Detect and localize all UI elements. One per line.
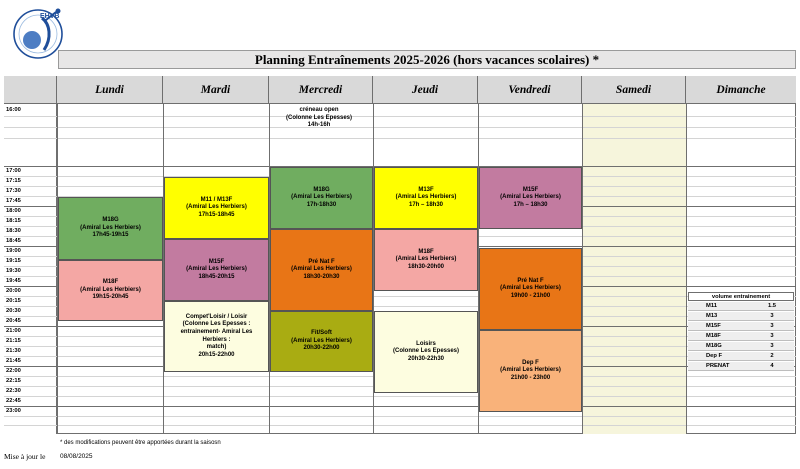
open-slot-title: créneau open — [299, 107, 339, 113]
day-header-dimanche: Dimanche — [686, 76, 796, 104]
row-line — [4, 127, 796, 128]
session-time: 18h45-20h15 — [198, 273, 235, 280]
session-team: Dep F — [522, 359, 539, 366]
session-team: M11 / M13F — [200, 196, 233, 203]
session-time: 17h-18h30 — [306, 201, 337, 208]
session-location: (Amiral Les Herbiers) — [291, 266, 352, 273]
session-team: M15F — [522, 186, 539, 193]
time-label: 20:45 — [6, 318, 21, 324]
open-slot-time: 14h-16h — [307, 122, 331, 128]
volume-row — [688, 332, 794, 341]
session-location: (Amiral Les Herbiers) — [80, 286, 141, 293]
volume-hours: 3 — [770, 343, 774, 349]
session-jeudi-loisirs[interactable] — [374, 311, 478, 393]
session-mardi-m11-m13f[interactable] — [164, 177, 269, 239]
session-team: Loisirs — [416, 340, 436, 347]
volume-team: M15F — [706, 323, 721, 329]
session-time: 17h15-18h45 — [198, 211, 235, 218]
time-label: 19:00 — [6, 248, 21, 254]
session-time: 20h30-22h30 — [407, 355, 445, 362]
session-mardi-m15f[interactable] — [164, 239, 269, 301]
footnote: * des modifications peuvent être apportées durant la saisosn — [60, 440, 221, 446]
open-slot-location: (Colonne Les Epesses) — [285, 114, 353, 121]
day-header-jeudi: Jeudi — [373, 76, 478, 104]
time-label: 18:15 — [6, 218, 21, 224]
session-team: Pré Nat F — [308, 258, 335, 265]
row-line — [4, 425, 796, 426]
volume-team: M18G — [706, 343, 722, 349]
time-label: 22:00 — [6, 368, 21, 374]
volume-hours: 3 — [770, 313, 774, 319]
time-label: 20:15 — [6, 298, 21, 304]
time-label: 22:45 — [6, 398, 21, 404]
session-location: (Amiral Les Herbiers) — [291, 337, 352, 344]
session-location: (Colonne Les Epesses : — [182, 321, 251, 328]
column-line — [686, 104, 687, 434]
time-label: 18:30 — [6, 228, 21, 234]
volume-hours: 2 — [770, 353, 774, 359]
session-location: (Amiral Les Herbiers) — [80, 224, 141, 231]
time-label: 22:30 — [6, 388, 21, 394]
time-label: 18:45 — [6, 238, 21, 244]
session-time: 21h00 - 23h00 — [510, 374, 551, 381]
volume-team: M13 — [706, 313, 718, 319]
volume-team: PRENAT — [706, 363, 730, 369]
time-label: 18:00 — [6, 208, 21, 214]
time-label: 21:45 — [6, 358, 21, 364]
session-location: (Amiral Les Herbiers) — [500, 285, 561, 292]
time-label: 21:15 — [6, 338, 21, 344]
session-location: (Amiral Les Herbiers) — [186, 266, 247, 273]
session-location: (Amiral Les Herbiers) — [500, 367, 561, 374]
time-label: 17:15 — [6, 178, 21, 184]
volume-team: Dep F — [706, 353, 723, 359]
volume-table-title: volume entrainement — [688, 292, 794, 301]
updated-label: Mise à jour le — [4, 452, 46, 461]
session-jeudi-m13f[interactable] — [374, 167, 478, 229]
time-label: 17:45 — [6, 198, 21, 204]
session-mercredi-fit-soft[interactable] — [270, 311, 373, 372]
volume-row — [688, 342, 794, 351]
time-label: 19:30 — [6, 268, 21, 274]
time-label: 23:00 — [6, 408, 21, 414]
session-location-detail: entrainement- Amiral Les Herbiers : — [180, 328, 253, 343]
volume-hours: 3 — [770, 323, 774, 329]
session-location-detail: match) — [206, 344, 227, 351]
open-slot — [274, 107, 364, 131]
session-vendredi-dep-f[interactable] — [479, 330, 582, 412]
volume-team: M11 — [706, 303, 717, 309]
row-line — [4, 416, 796, 417]
session-location: (Amiral Les Herbiers) — [291, 194, 352, 201]
volume-hours: 1.5 — [767, 303, 777, 309]
volume-row — [688, 362, 794, 371]
session-mardi-compet-loisir[interactable] — [164, 301, 269, 372]
session-location: (Amiral Les Herbiers) — [186, 204, 247, 211]
volume-row — [688, 302, 794, 311]
volume-row — [688, 312, 794, 321]
time-label: 19:15 — [6, 258, 21, 264]
session-location: (Amiral Les Herbiers) — [395, 194, 457, 201]
session-jeudi-m18f[interactable] — [374, 229, 478, 291]
row-line — [4, 396, 796, 397]
logo-text: EHVB — [40, 13, 60, 20]
volume-hours: 3 — [770, 333, 774, 339]
time-label: 20:30 — [6, 308, 21, 314]
session-vendredi-m15f[interactable] — [479, 167, 582, 229]
volume-hours: 4 — [770, 363, 774, 369]
time-label: 20:00 — [6, 288, 21, 294]
time-label: 17:30 — [6, 188, 21, 194]
session-team: M13F — [418, 186, 434, 193]
session-time: 17h – 18h30 — [408, 201, 444, 208]
column-line — [582, 104, 583, 434]
corner-cell — [4, 76, 57, 104]
session-time: 19h00 - 21h00 — [510, 292, 551, 299]
session-time: 17h – 18h30 — [513, 201, 548, 208]
day-header-mercredi: Mercredi — [269, 76, 373, 104]
session-vendredi-pre-nat-f[interactable] — [479, 248, 582, 330]
day-header-lundi: Lundi — [57, 76, 163, 104]
session-team: Pré Nat F — [517, 277, 544, 284]
time-label: 17:00 — [6, 168, 21, 174]
time-label: 21:30 — [6, 348, 21, 354]
session-location: (Colonne Les Epesses) — [392, 348, 460, 355]
session-team: Compet'Loisir / Loisir — [185, 313, 248, 320]
session-location: (Amiral Les Herbiers) — [500, 194, 561, 201]
session-lundi-m18g[interactable] — [58, 197, 163, 260]
time-label: 21:00 — [6, 328, 21, 334]
time-label: 19:45 — [6, 278, 21, 284]
session-mercredi-m18g[interactable] — [270, 167, 373, 229]
session-team: M18G — [313, 186, 330, 193]
session-time: 20h30-22h00 — [303, 345, 340, 352]
updated-date: 08/08/2025 — [60, 453, 93, 460]
session-time: 18h30-20h00 — [407, 263, 445, 270]
session-team: M18G — [102, 217, 119, 224]
row-line — [4, 406, 796, 407]
planning-title: Planning Entraînements 2025-2026 (hors vacances scolaires) * — [58, 50, 796, 69]
session-team: Fit/Soft — [311, 330, 332, 337]
row-line — [4, 116, 796, 117]
session-time: 18h30-20h30 — [303, 273, 340, 280]
row-line — [4, 138, 796, 139]
day-header-vendredi: Vendredi — [478, 76, 582, 104]
time-label: 22:15 — [6, 378, 21, 384]
volume-team: M18F — [706, 333, 721, 339]
session-lundi-m18f[interactable] — [58, 260, 163, 321]
session-team: M18F — [102, 279, 119, 286]
volume-row — [688, 322, 794, 331]
day-header-mardi: Mardi — [163, 76, 269, 104]
session-time: 20h15-22h00 — [198, 351, 235, 358]
session-location: (Amiral Les Herbiers) — [395, 256, 457, 263]
volume-row — [688, 352, 794, 361]
session-time: 17h45-19h15 — [92, 232, 129, 239]
saturday-column — [582, 104, 686, 434]
session-time: 19h15-20h45 — [92, 294, 129, 301]
session-mercredi-pre-nat-f[interactable] — [270, 229, 373, 311]
session-team: M18F — [418, 248, 434, 255]
session-team: M15F — [208, 258, 225, 265]
day-header-samedi: Samedi — [582, 76, 686, 104]
time-label: 16:00 — [6, 107, 21, 113]
